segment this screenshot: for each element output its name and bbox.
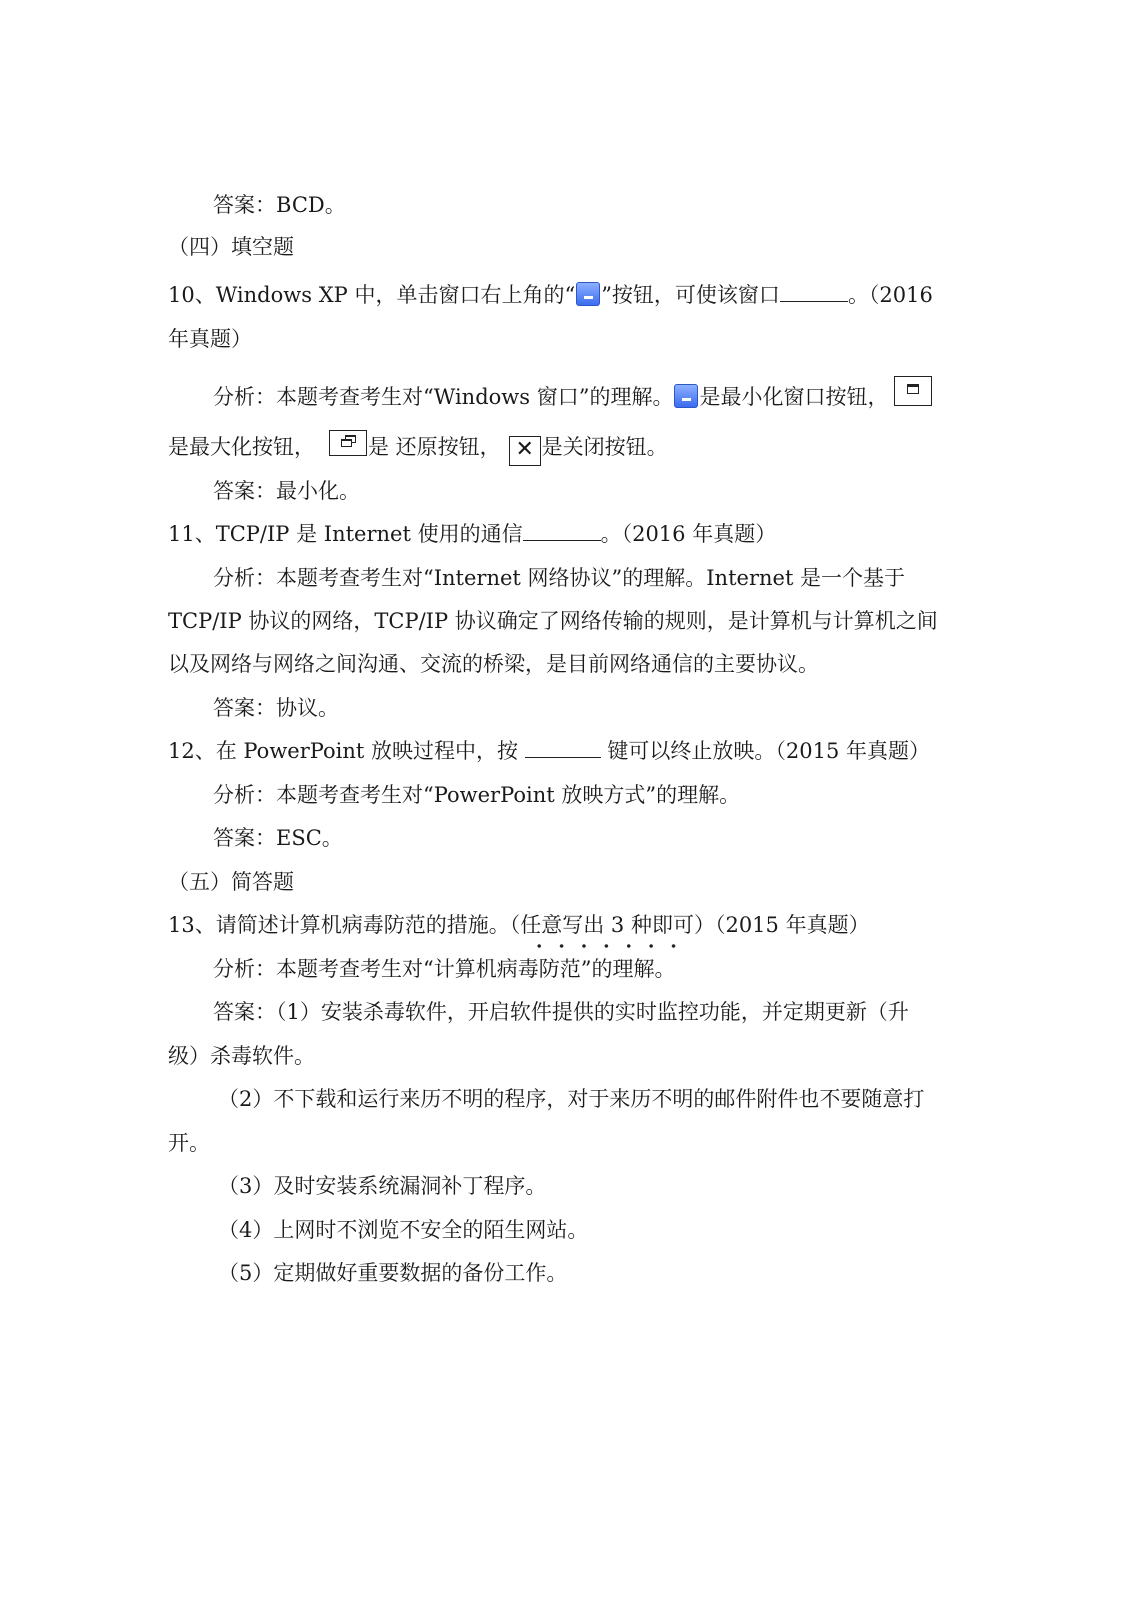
question-13-answer-3: （3）及时安装系统漏洞补丁程序。: [218, 1174, 547, 1198]
question-13: [168, 910, 870, 940]
question-10-cont: 年真题）: [168, 327, 252, 351]
answer-blank: [523, 520, 601, 541]
question-10-text-c: 。（2016: [847, 283, 933, 307]
close-button-icon: ✕: [509, 436, 541, 466]
question-13-answer-1-cont: 级）杀毒软件。: [168, 1044, 315, 1068]
emphasis-dotted-text: 任意写出 3 种即可: [520, 910, 694, 940]
question-10: [168, 280, 933, 310]
question-10-answer: 答案：最小化。: [213, 479, 360, 503]
question-11-text-a: 11、TCP/IP 是 Internet 使用的通信: [168, 522, 523, 546]
question-12: [168, 736, 930, 766]
answer-blank: [525, 737, 601, 758]
restore-button-icon: [329, 430, 367, 456]
question-10-text-b: ”按钮，可使该窗口: [601, 283, 780, 307]
question-10-analysis: [213, 376, 933, 409]
question-13-text-a: 13、请简述计算机病毒防范的措施。（: [168, 913, 521, 937]
question-13-text-b: ）（2015 年真题）: [693, 913, 870, 937]
question-12-text-a: 12、在 PowerPoint 放映过程中，按: [168, 739, 525, 763]
minimize-button-icon: [576, 282, 600, 306]
analysis-text-e: 是关闭按钮。: [541, 435, 668, 459]
question-13-analysis: 分析：本题考查考生对“计算机病毒防范”的理解。: [213, 957, 676, 981]
question-10-analysis-cont: [168, 430, 668, 460]
maximize-button-icon: [894, 376, 932, 406]
answer-blank: [780, 281, 848, 302]
question-11-analysis-2: TCP/IP 协议的网络，TCP/IP 协议确定了网络传输的规则，是计算机与计算机之间: [168, 609, 938, 633]
analysis-text-c: 是最大化按钮，: [168, 435, 315, 459]
question-13-answer-5: （5）定期做好重要数据的备份工作。: [218, 1261, 568, 1285]
question-13-answer-2: （2）不下载和运行来历不明的程序，对于来历不明的邮件附件也不要随意打: [218, 1087, 925, 1111]
question-13-answer-4: （4）上网时不浏览不安全的陌生网站。: [218, 1218, 589, 1242]
question-11-answer: 答案：协议。: [213, 696, 339, 720]
question-11: [168, 519, 776, 549]
question-12-answer: 答案：ESC。: [213, 826, 343, 850]
question-10-text-a: 10、Windows XP 中，单击窗口右上角的“: [168, 283, 576, 307]
question-11-text-b: 。（2016 年真题）: [600, 522, 777, 546]
analysis-text-b: 是最小化窗口按钮，: [699, 385, 889, 409]
answer-line-9: 答案：BCD。: [213, 193, 346, 217]
minimize-button-icon: [674, 384, 698, 408]
analysis-text-d: 是 还原按钮，: [368, 435, 501, 459]
question-11-analysis-3: 以及网络与网络之间沟通、交流的桥梁，是目前网络通信的主要协议。: [168, 652, 819, 676]
question-13-answer-2-cont: 开。: [168, 1131, 210, 1155]
section-heading-short-answer: （五）简答题: [168, 870, 294, 894]
section-heading-fill-blank: （四）填空题: [168, 235, 294, 259]
question-11-analysis-1: 分析：本题考查考生对“Internet 网络协议”的理解。Internet 是一个基于: [213, 566, 906, 590]
analysis-text-a: 分析：本题考查考生对“Windows 窗口”的理解。: [213, 385, 674, 409]
question-13-answer-1: 答案：（1）安装杀毒软件，开启软件提供的实时监控功能，并定期更新（升: [213, 1000, 909, 1024]
question-12-text-b: 键可以终止放映。（2015 年真题）: [600, 739, 931, 763]
question-12-analysis: 分析：本题考查考生对“PowerPoint 放映方式”的理解。: [213, 783, 741, 807]
